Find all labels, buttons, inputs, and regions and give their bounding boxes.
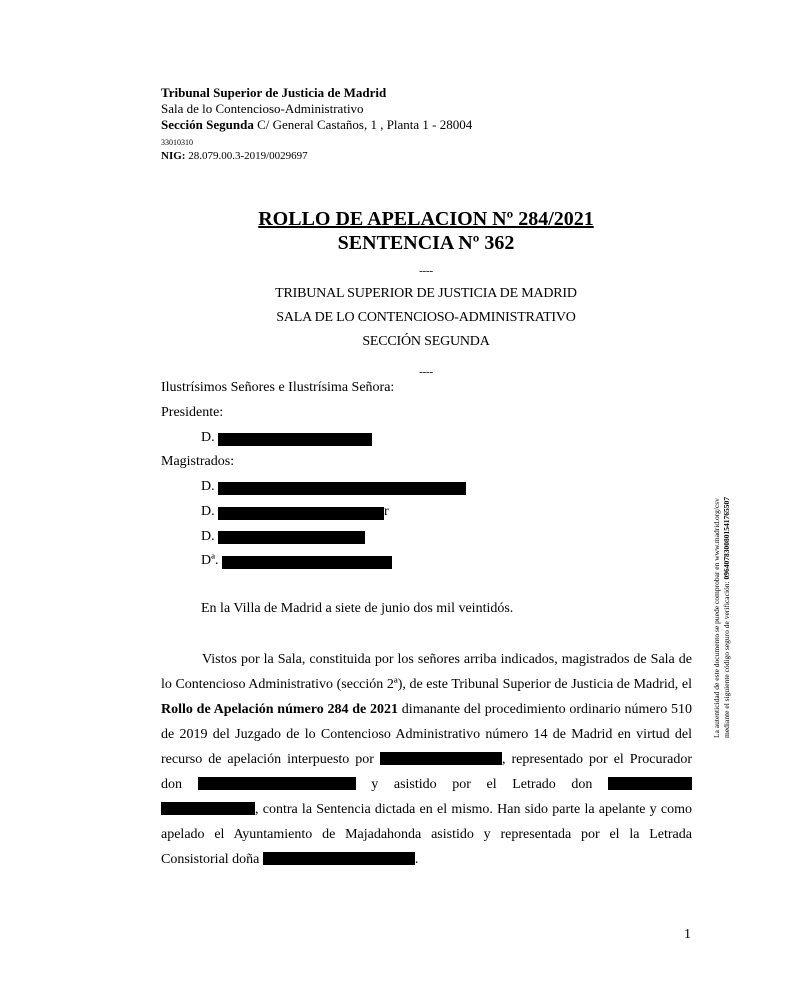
redaction-president bbox=[218, 433, 372, 446]
redaction-letrado-a bbox=[608, 777, 692, 790]
date-line: En la Villa de Madrid a siete de junio dos mil veintidós. bbox=[201, 601, 514, 616]
separator-dashes-2: ---- bbox=[419, 366, 433, 378]
verification-sidebar bbox=[712, 497, 732, 738]
redaction-letrado-b bbox=[161, 802, 255, 815]
section-address bbox=[161, 117, 472, 133]
magistrates-label: Magistrados: bbox=[161, 454, 235, 469]
redaction-procurador bbox=[198, 777, 356, 790]
magistrate-2-prefix: D. bbox=[201, 504, 215, 519]
redaction-magistrate-1 bbox=[218, 482, 466, 495]
separator-dashes: ---- bbox=[419, 265, 433, 277]
president-label: Presidente: bbox=[161, 405, 224, 420]
president-prefix: D. bbox=[201, 430, 215, 445]
nig-label: NIG: bbox=[161, 150, 186, 162]
rollo-reference: Rollo de Apelación número 284 de 2021 bbox=[161, 702, 399, 717]
redaction-magistrate-4 bbox=[222, 556, 392, 569]
court-upper: TRIBUNAL SUPERIOR DE JUSTICIA DE MADRID bbox=[275, 286, 577, 301]
magistrate-4-prefix: Dª. bbox=[201, 553, 219, 568]
redaction-magistrate-2 bbox=[218, 507, 384, 520]
nig-line bbox=[161, 150, 308, 162]
magistrate-1-prefix: D. bbox=[201, 479, 215, 494]
greeting: Ilustrísimos Señores e Ilustrísima Señora: bbox=[161, 380, 395, 395]
magistrate-3-prefix: D. bbox=[201, 529, 215, 544]
court-name: Tribunal Superior de Justicia de Madrid bbox=[161, 85, 387, 100]
redaction-appellant bbox=[380, 752, 502, 765]
redaction-magistrate-3 bbox=[218, 531, 365, 544]
redaction-letrada bbox=[263, 852, 415, 865]
main-paragraph: Vistos por la Sala, constituida por los señores arriba indicados, magistrados de Sala de lo Contencioso Administrativo (sección 2ª), de este Tribunal Superior de Justicia de Madrid, el Rollo de Apelación número 284 de 2021 dimanante del procedimiento ordinario número 510 de 2019 del Juzgado de lo Contencioso Administrativo número 14 de Madrid en virtud del recurso de apelación interpuesto por , representado por el Procurador don y asistido por el Letrado don , contra la Sentencia dictada en el mismo. Han sido parte la apelante y como apelado el Ayuntamiento de Majadahonda asistido y representada por el la Letrada Consistorial doña . bbox=[161, 652, 693, 867]
section-label: Sección Segunda bbox=[161, 117, 254, 132]
sentencia-title: SENTENCIA Nº 362 bbox=[337, 232, 515, 254]
magistrate-2-suffix: r bbox=[384, 504, 389, 519]
verification-line-2: mediante el siguiente código seguro de verificación: 0964078300801541765507 bbox=[722, 497, 731, 738]
nig-value: 28.079.00.3-2019/0029697 bbox=[185, 150, 308, 162]
address: C/ General Castaños, 1 , Planta 1 - 28004 bbox=[253, 117, 473, 132]
verification-line-1: La autenticidad de este documento se puede comprobar en www.madrid.org/csv bbox=[712, 498, 721, 738]
office-code: 33010310 bbox=[161, 138, 193, 147]
page-number: 1 bbox=[684, 927, 691, 942]
chamber-upper: SALA DE LO CONTENCIOSO-ADMINISTRATIVO bbox=[276, 310, 576, 325]
chamber-name: Sala de lo Contencioso-Administrativo bbox=[161, 101, 364, 116]
csv-code: 0964078300801541765507 bbox=[722, 497, 731, 580]
rollo-title: ROLLO DE APELACION Nº 284/2021 bbox=[258, 208, 594, 230]
section-upper: SECCIÓN SEGUNDA bbox=[362, 334, 490, 349]
